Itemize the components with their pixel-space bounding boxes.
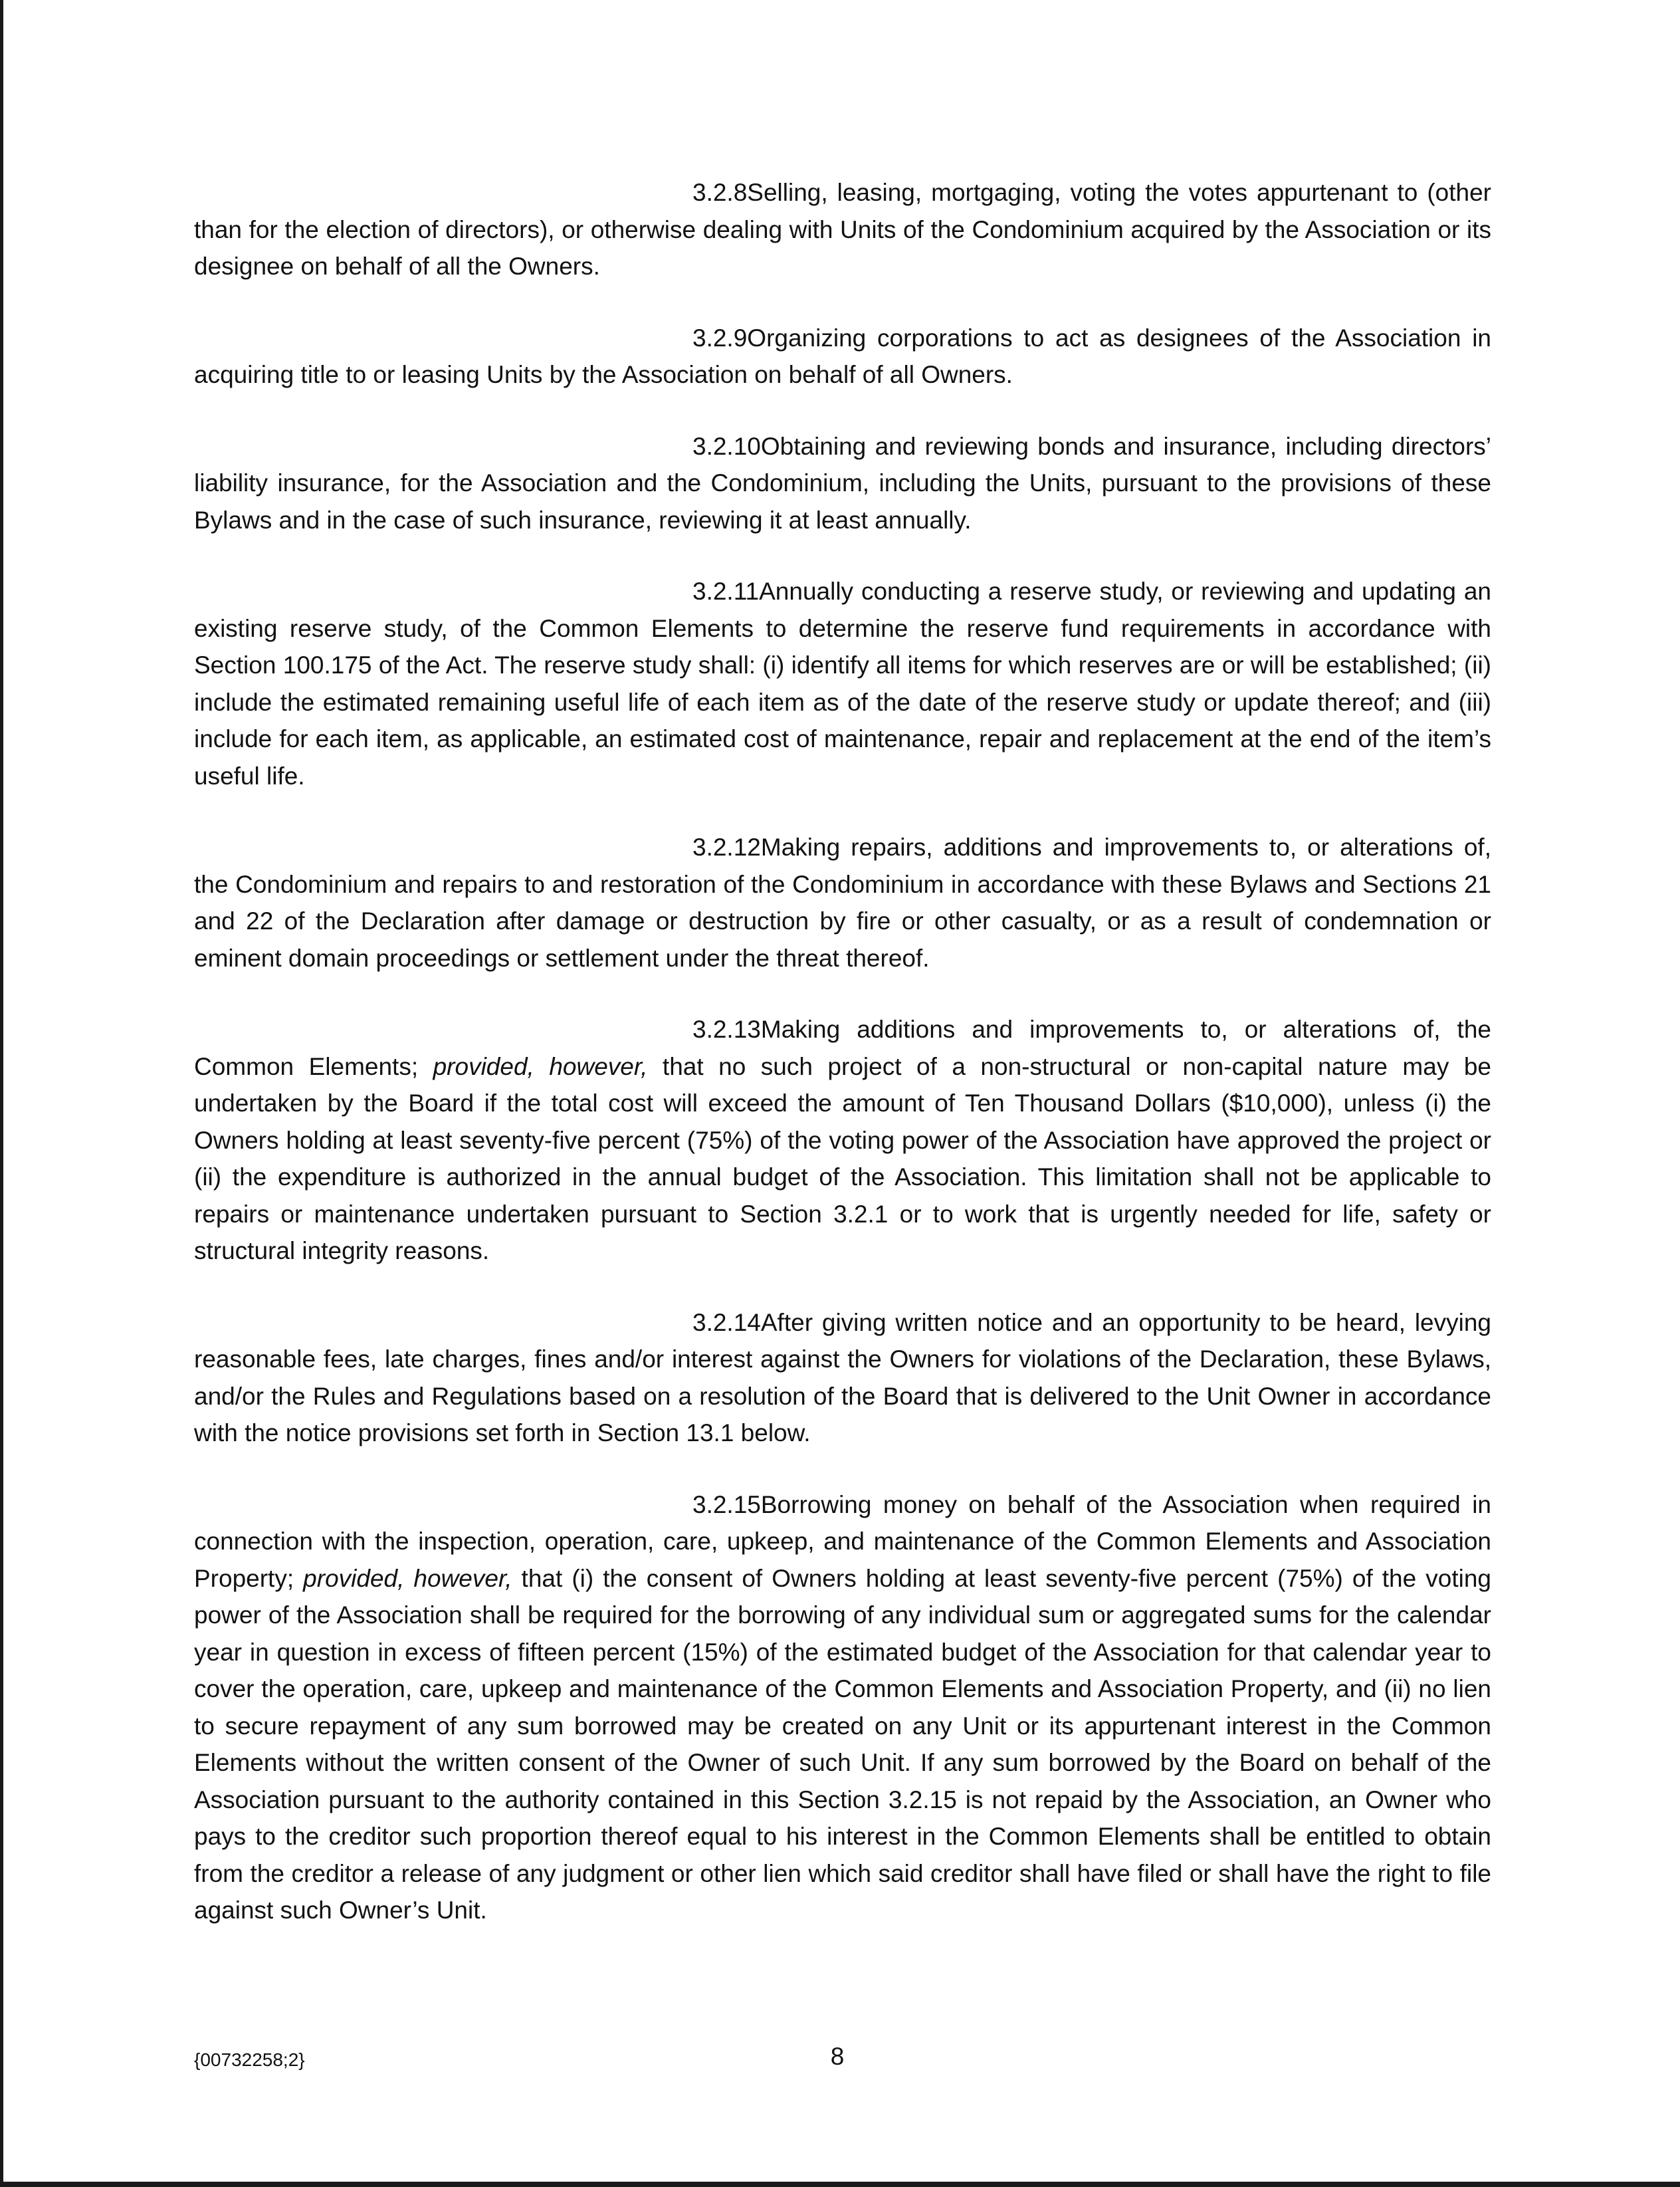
scan-edge-bottom	[0, 2182, 1680, 2187]
section-text: Obtaining and reviewing bonds and insurance, including directors’ liability insurance, for the Association and the Condominium, including the Units, pursuant to the provisions of these Bylaws and in the case of such insurance, reviewing it at least annually.	[194, 432, 1491, 534]
section-number: 3.2.15	[692, 1490, 761, 1518]
section-number: 3.2.9	[692, 324, 748, 352]
section-text: After giving written notice and an opportunity to be heard, levying reasonable fees, late charges, fines and/or interest against the Owners for violations of the Declaration, these Bylaws, and/or the Rules and Regulations based on a resolution of the Board that is delivered to the Unit Owner in accordance with the notice provisions set forth in Section 13.1 below.	[194, 1308, 1491, 1446]
section-number: 3.2.8	[692, 179, 748, 206]
italic-proviso: provided, however,	[303, 1564, 512, 1592]
italic-proviso: provided, however,	[433, 1052, 648, 1080]
section-text-after: that (i) the consent of Owners holding at least seventy-five percent (75%) of the voting power of the Association shall be required for the borrowing of any individual sum or aggregated sums for the calendar year in question in excess of fifteen percent (15%) of the estimated budget of the Association for that calendar year to cover the operation, care, upkeep and maintenance of the Common Elements and Association Property, and (ii) no lien to secure repayment of any sum borrowed may be created on any Unit or its appurtenant interest in the Common Elements without the written consent of the Owner of such Unit. If any sum borrowed by the Board on behalf of the Association pursuant to the authority contained in this Section 3.2.15 is not repaid by the Association, an Owner who pays to the creditor such proportion thereof equal to his interest in the Common Elements shall be entitled to obtain from the creditor a release of any judgment or other lien which said creditor shall have filed or shall have the right to file against such Owner’s Unit.	[194, 1564, 1491, 1924]
document-body	[194, 174, 1491, 1964]
section-3-2-10	[194, 428, 1491, 539]
section-number: 3.2.12	[692, 834, 761, 861]
section-text: Making repairs, additions and improvements to, or alterations of, the Condominium and repairs to and restoration of the Condominium in accordance with these Bylaws and Sections 21 and 22 of the Declaration after damage or destruction by fire or other casualty, or as a result of condemnation or eminent domain proceedings or settlement under the threat thereof.	[194, 834, 1491, 972]
section-number: 3.2.11	[692, 578, 760, 605]
section-number: 3.2.14	[692, 1308, 761, 1336]
section-3-2-8	[194, 174, 1491, 285]
section-text-before: Borrowing money on behalf of the Association when required in connection with the inspection, operation, care, upkeep, and maintenance of the Common Elements and Association Property;	[194, 1490, 1491, 1592]
section-text-before: Making additions and improvements to, or alterations of, the Common Elements;	[194, 1016, 1491, 1080]
section-3-2-13	[194, 1011, 1491, 1270]
section-text: Annually conducting a reserve study, or reviewing and updating an existing reserve study, of the Common Elements to determine the reserve fund requirements in accordance with Section 100.175 of the Act. The reserve study shall: (i) identify all items for which reserves are or will be established; (ii) include the estimated remaining useful life of each item as of the date of the reserve study or update thereof; and (iii) include for each item, as applicable, an estimated cost of maintenance, repair and replacement at the end of the item’s useful life.	[194, 578, 1491, 790]
section-text-after: that no such project of a non-structural or non-capital nature may be undertaken by the Board if the total cost will exceed the amount of Ten Thousand Dollars ($10,000), unless (i) the Owners holding at least seventy-five percent (75%) of the voting power of the Association have approved the project or (ii) the expenditure is authorized in the annual budget of the Association. This limitation shall not be applicable to repairs or maintenance undertaken pursuant to Section 3.2.1 or to work that is urgently needed for life, safety or structural integrity reasons.	[194, 1052, 1491, 1264]
section-text: Selling, leasing, mortgaging, voting the votes appurtenant to (other than for the election of directors), or otherwise dealing with Units of the Condominium acquired by the Association or its designee on behalf of all the Owners.	[194, 179, 1491, 280]
section-3-2-9	[194, 320, 1491, 394]
section-3-2-15	[194, 1486, 1491, 1929]
page-number: 8	[830, 2043, 845, 2070]
section-3-2-12	[194, 829, 1491, 977]
section-3-2-14	[194, 1304, 1491, 1452]
section-3-2-11	[194, 573, 1491, 794]
scan-edge-left	[0, 0, 3, 2187]
document-id: {00732258;2}	[194, 2049, 305, 2070]
section-text: Organizing corporations to act as designees of the Association in acquiring title to or leasing Units by the Association on behalf of all Owners.	[194, 324, 1491, 388]
section-number: 3.2.10	[692, 432, 761, 460]
section-number: 3.2.13	[692, 1016, 761, 1043]
